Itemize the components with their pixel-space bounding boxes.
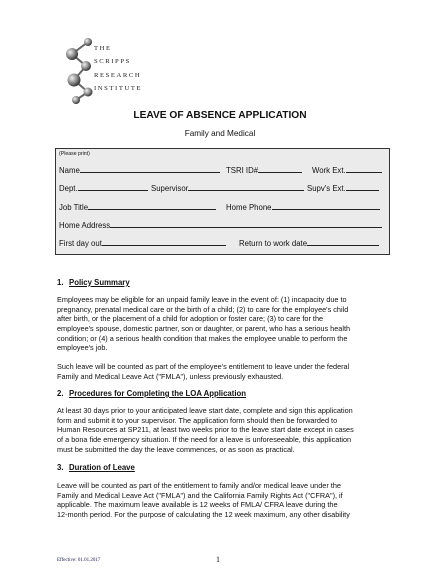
return-date-field[interactable]: Return to work date [239, 238, 379, 248]
paragraph: At least 30 days prior to your anticipated leave start date, complete and sign this application form and submit it to your supervisor. The application form should then be forwarded to Human Resources at SP211, at least two weeks prior to the leave start date except in cases of a bona fide emergency situation. If the need for a leave is unforeseeable, this application must be submitted the day the leave commences, or as soon as practical. [57, 406, 354, 454]
first-day-out-field[interactable]: First day out [59, 238, 226, 248]
supv-ext-field[interactable]: Supv's Ext. [307, 183, 379, 193]
supervisor-field[interactable]: Supervisor [151, 183, 304, 193]
effective-date: Effective: 01.01.2017 [57, 558, 101, 563]
job-title-field[interactable]: Job Title [59, 202, 216, 212]
paragraph: Employees may be eligible for an unpaid family leave in the event of: (1) incapacity due to pregnancy, prenatal medical care or the birth of a child; (2) to care for the employee's child after birth, or the placement of a child for adoption or foster care; (3) to care for the employee's spouse, domestic partner, son or daughter, or parent, who has a serious health condition; or (4) a serious health condition that makes the employee unable to perform the employee's job. [57, 295, 351, 353]
home-phone-field[interactable]: Home Phone [226, 202, 380, 212]
section-heading: 3. Duration of Leave [57, 463, 135, 472]
home-address-field[interactable]: Home Address [59, 220, 382, 230]
page-title: LEAVE OF ABSENCE APPLICATION [133, 110, 307, 121]
section-heading: 2. Procedures for Completing the LOA Application [57, 389, 247, 398]
dept-field[interactable]: Dept. [59, 183, 148, 193]
page-subtitle: Family and Medical [184, 129, 256, 138]
application-form [55, 148, 390, 255]
institute-name: THE SCRIPPS RESEARCH INSTITUTE [94, 45, 143, 93]
paragraph: Leave will be counted as part of the entitlement to family and/or medical leave under the Family and Medical Leave Act ("FMLA") and the California Family Rights Act ("CFRA"), if applicable. The maximum leave available is 12 weeks of FMLA/ CFRA leave during the 12-month period. For the purpose of calculating the 12 week maximum, any other disability [57, 481, 350, 519]
tsri-id-field[interactable]: TSRI ID# [226, 165, 302, 175]
paragraph: Such leave will be counted as part of the employee's entitlement to leave under the federal Family and Medical Leave Act ("FMLA"), unless previously exhausted. [57, 362, 350, 381]
name-field[interactable]: Name [59, 165, 220, 175]
institute-logo [58, 36, 98, 106]
work-ext-field[interactable]: Work Ext. [312, 165, 382, 175]
page-number: 1 [216, 555, 220, 564]
section-heading: 1. Policy Summary [57, 278, 130, 287]
please-print-note: (Please print) [59, 151, 90, 157]
